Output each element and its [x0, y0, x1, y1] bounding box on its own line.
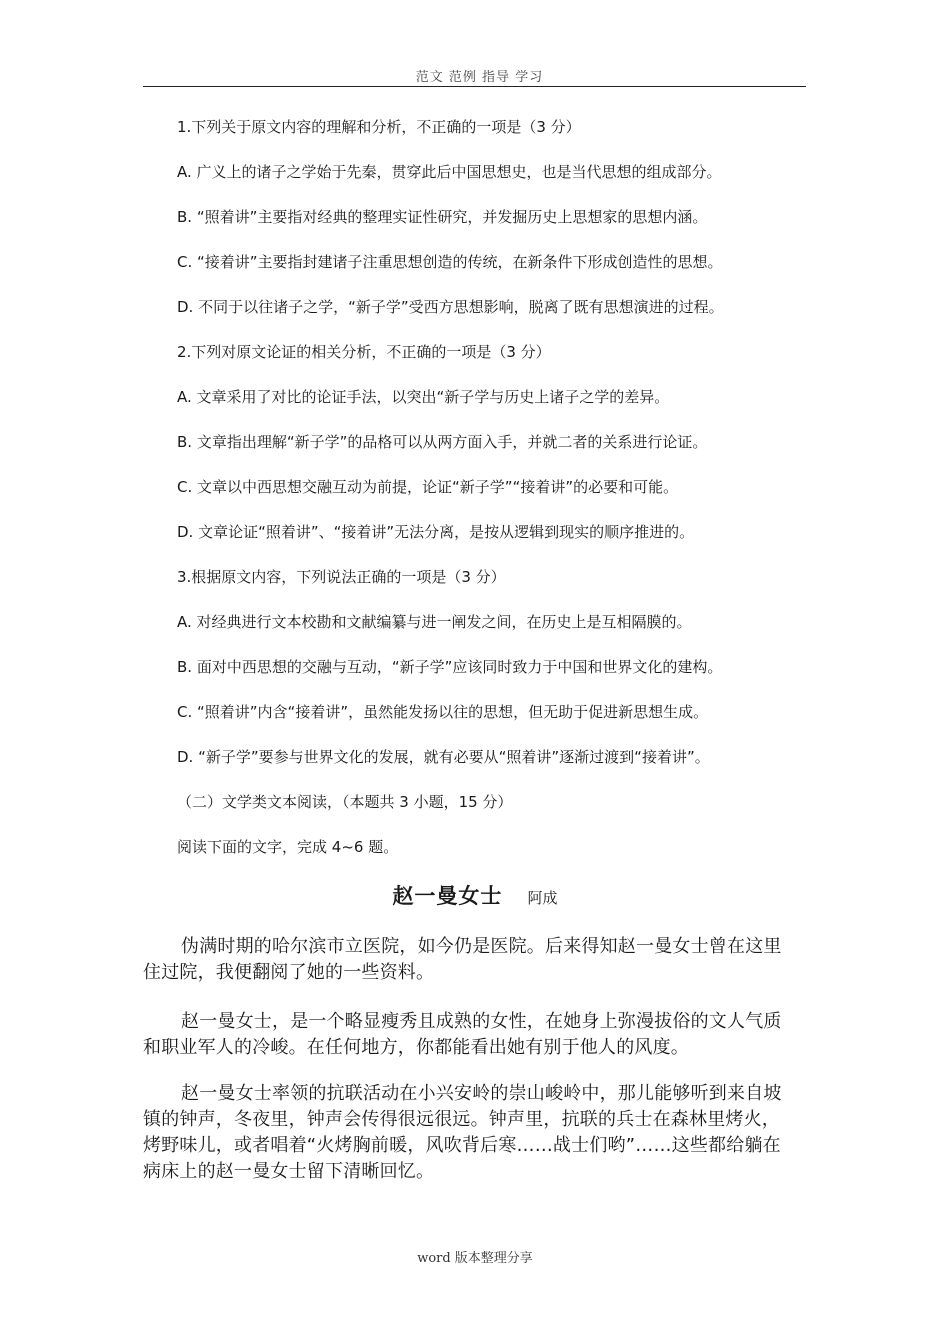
- question-3-option-c: C. “照着讲”内含“接着讲”，虽然能发扬以往的思想，但无助于促进新思想生成。: [177, 703, 709, 721]
- page-header: [143, 66, 806, 87]
- article-title: 赵一曼女士: [392, 884, 503, 908]
- question-2-option-d: D. 文章论证“照着讲”、“接着讲”无法分离，是按从逻辑到现实的顺序推进的。: [177, 523, 695, 541]
- question-1-option-d: D. 不同于以往诸子之学，“新子学”受西方思想影响，脱离了既有思想演进的过程。: [177, 298, 724, 316]
- article-heading: [0, 880, 950, 910]
- question-2-option-b: B. 文章指出理解“新子学”的品格可以从两方面入手，并就二者的关系进行论证。: [177, 433, 708, 451]
- question-2-stem: 2.下列对原文论证的相关分析，不正确的一项是（3 分）: [177, 343, 551, 361]
- page-footer: word 版本整理分享: [417, 1251, 533, 1266]
- header-text: 范文 范例 指导 学习: [415, 70, 544, 85]
- section-heading: （二）文学类文本阅读，（本题共 3 小题，15 分）: [177, 793, 513, 811]
- question-3-option-b: B. 面对中西思想的交融与互动，“新子学”应该同时致力于中国和世界文化的建构。: [177, 658, 723, 676]
- question-1-stem: 1.下列关于原文内容的理解和分析，不正确的一项是（3 分）: [177, 118, 581, 136]
- question-3-stem: 3.根据原文内容，下列说法正确的一项是（3 分）: [177, 568, 506, 586]
- question-1-option-a: A. 广义上的诸子之学始于先秦，贯穿此后中国思想史，也是当代思想的组成部分。: [177, 163, 722, 181]
- question-2-option-c: C. 文章以中西思想交融互动为前提，论证“新子学”“接着讲”的必要和可能。: [177, 478, 679, 496]
- question-2-option-a: A. 文章采用了对比的论证手法，以突出“新子学与历史上诸子之学的差异。: [177, 388, 670, 406]
- question-3-option-d: D. “新子学”要参与世界文化的发展，就有必要从“照着讲”逐渐过渡到“接着讲”。: [177, 748, 710, 766]
- article-paragraph-1: 伪满时期的哈尔滨市立医院，如今仍是医院。后来得知赵一曼女士曾在这里住过院，我便翻阅了她的一些资料。: [143, 936, 782, 983]
- question-1-option-c: C. “接着讲”主要指封建诸子注重思想创造的传统，在新条件下形成创造性的思想。: [177, 253, 723, 271]
- article-author: 阿成: [527, 889, 558, 907]
- article-paragraph-2: 赵一曼女士，是一个略显瘦秀且成熟的女性，在她身上弥漫拔俗的文人气质和职业军人的冷峻。在任何地方，你都能看出她有别于他人的风度。: [143, 1011, 782, 1058]
- question-3-option-a: A. 对经典进行文本校勘和文献编纂与进一阐发之间，在历史上是互相隔膜的。: [177, 613, 692, 631]
- article-paragraph-3: 赵一曼女士率领的抗联活动在小兴安岭的崇山峻岭中，那儿能够听到来自坡镇的钟声，冬夜里，钟声会传得很远很远。钟声里，抗联的兵士在森林里烤火，烤野味儿，或者唱着“火烤胸前暖，风吹背后寒……战士们哟”……这些都给躺在病床上的赵一曼女士留下清晰回忆。: [143, 1083, 782, 1182]
- reading-instruction: 阅读下面的文字，完成 4~6 题。: [177, 838, 399, 856]
- question-1-option-b: B. “照着讲”主要指对经典的整理实证性研究，并发掘历史上思想家的思想内涵。: [177, 208, 708, 226]
